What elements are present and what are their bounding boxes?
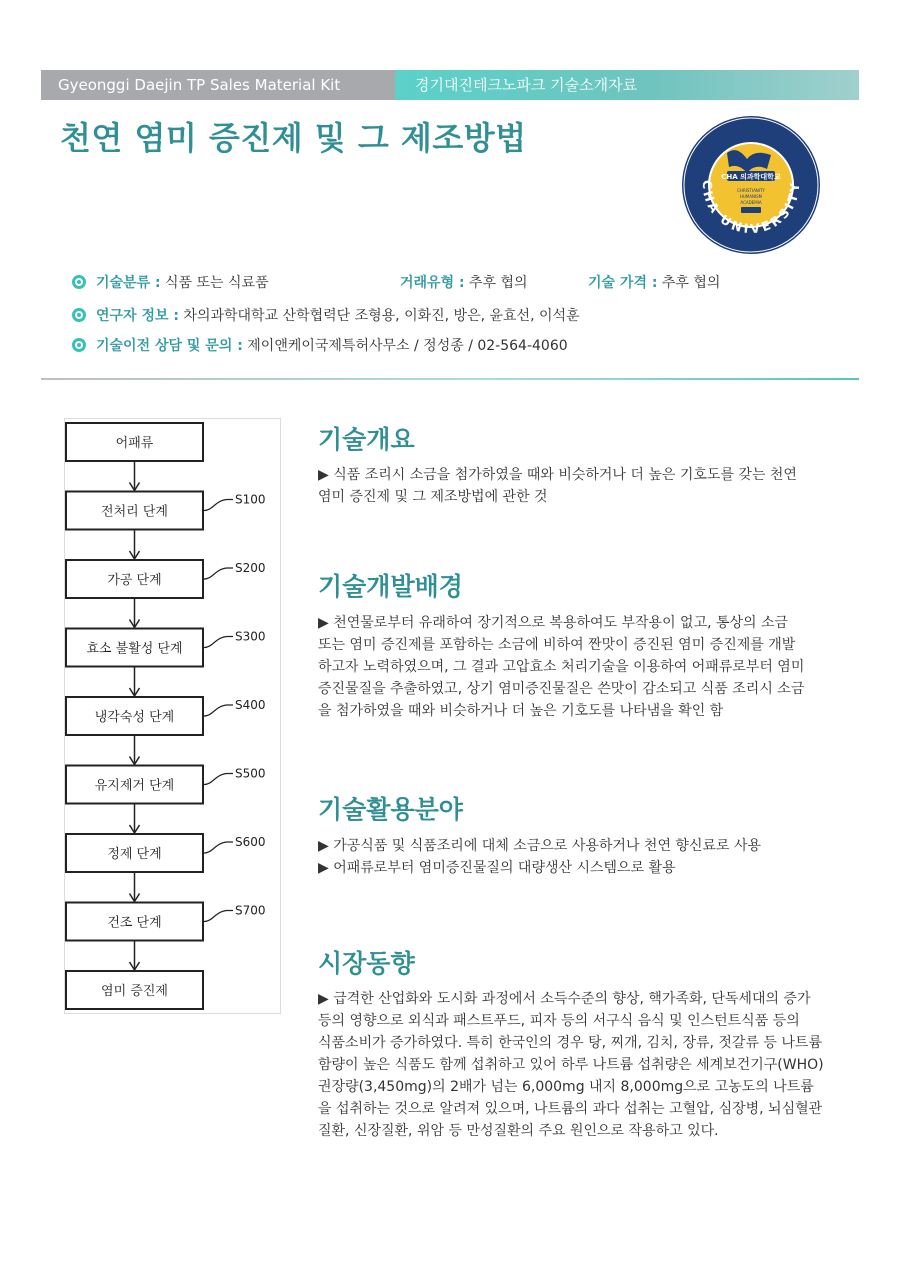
body-line: ▶ 어패류로부터 염미증진물질의 대량생산 시스템으로 활용 bbox=[318, 860, 676, 876]
header-bar bbox=[41, 70, 859, 100]
section-title-application: 기술활용분야 bbox=[318, 795, 463, 824]
flow-step-id: S200 bbox=[235, 561, 266, 575]
section-body-market bbox=[318, 988, 863, 1142]
target-bullet-icon bbox=[72, 275, 86, 289]
flow-step-label: 효소 불활성 단계 bbox=[86, 641, 183, 657]
flow-leader-line bbox=[204, 705, 233, 716]
body-line: ▶ 급격한 산업화와 도시화 과정에서 소득수준의 향상, 핵가족화, 단독세대의 증가 bbox=[318, 991, 811, 1007]
info-row-category bbox=[72, 272, 721, 292]
flow-leader-line bbox=[204, 637, 233, 648]
body-line: 염미 증진제 및 그 제조방법에 관한 것 bbox=[318, 489, 548, 505]
flow-step-label: 건조 단계 bbox=[107, 915, 162, 931]
flowchart-svg bbox=[65, 419, 280, 1013]
target-bullet-icon bbox=[72, 308, 86, 322]
price-value: 추후 협의 bbox=[661, 275, 721, 291]
flow-step-id: S400 bbox=[235, 698, 266, 712]
price-field bbox=[588, 272, 720, 292]
flow-step-label: 염미 증진제 bbox=[101, 984, 168, 999]
price-label: 기술 가격 : bbox=[588, 275, 658, 291]
flow-step-id: S100 bbox=[235, 492, 266, 507]
body-line: 등의 영향으로 외식과 패스트푸드, 피자 등의 서구식 음식 및 인스턴트식품 등의 bbox=[318, 1013, 800, 1029]
flow-leader-line bbox=[204, 568, 233, 579]
target-bullet-icon bbox=[72, 338, 86, 352]
logo-inner-name: CHA 의과학대학교 bbox=[721, 173, 781, 181]
body-line: ▶ 천연물로부터 유래하여 장기적으로 복용하여도 부작용이 없고, 통상의 소금 bbox=[318, 615, 789, 631]
section-body-background bbox=[318, 612, 863, 722]
body-line: 또는 염미 증진제를 포함하는 소금에 비하여 짠맛이 증진된 염미 증진제를 개발 bbox=[318, 637, 796, 653]
trade-value: 추후 협의 bbox=[469, 275, 528, 291]
svg-text:CHRISTIANITY: CHRISTIANITY bbox=[737, 188, 765, 193]
flow-step-label: 어패류 bbox=[115, 436, 154, 451]
section-title-market: 시장동향 bbox=[318, 949, 415, 978]
body-line: 함량이 높은 식품도 함께 섭취하고 있어 하루 나트륨 섭취량은 세계보건기구(WHO) bbox=[318, 1057, 824, 1073]
flow-leader-line bbox=[204, 500, 233, 511]
flow-step-label: 전처리 단계 bbox=[101, 504, 168, 520]
body-line: 질환, 신장질환, 위암 등 만성질환의 주요 원인으로 작용하고 있다. bbox=[318, 1123, 719, 1139]
header-left-title: Gyeonggi Daejin TP Sales Material Kit bbox=[41, 70, 395, 100]
flow-step-id: S500 bbox=[235, 766, 266, 781]
flow-leader-line bbox=[204, 842, 233, 853]
header-right-title: 경기대진테크노파크 기술소개자료 bbox=[395, 70, 859, 100]
contact-value: 제이앤케이국제특허사무소 / 정성종 / 02-564-4060 bbox=[247, 338, 568, 354]
flow-step-id: S300 bbox=[235, 629, 266, 644]
flow-leader-line bbox=[204, 774, 233, 785]
trade-label: 거래유형 : bbox=[400, 275, 465, 291]
process-flowchart bbox=[64, 418, 281, 1014]
contact-label: 기술이전 상담 및 문의 : bbox=[96, 338, 243, 354]
section-title-overview: 기술개요 bbox=[318, 425, 415, 454]
body-line: 식품소비가 증가하였다. 특히 한국인의 경우 탕, 찌개, 김치, 장류, 젓갈류 등 나트륨 bbox=[318, 1035, 822, 1051]
body-line: 을 첨가하였을 때와 비슷하거나 더 높은 기호도를 나타냄을 확인 함 bbox=[318, 703, 724, 719]
flow-step-label: 정제 단계 bbox=[107, 847, 162, 862]
body-line: 하고자 노력하였으며, 그 결과 고압효소 처리기술을 이용하여 어패류로부터 염미 bbox=[318, 659, 805, 675]
section-title-background: 기술개발배경 bbox=[318, 572, 463, 601]
page-title: 천연 염미 증진제 및 그 제조방법 bbox=[60, 119, 527, 157]
flow-step-label: 가공 단계 bbox=[107, 573, 162, 588]
section-body-application bbox=[318, 835, 863, 879]
divider bbox=[41, 378, 859, 380]
body-line: 증진물질을 추출하였고, 상기 염미증진물질은 쓴맛이 감소되고 식품 조리시 소금 bbox=[318, 681, 805, 697]
flow-step-id: S600 bbox=[235, 835, 266, 849]
flow-leader-line bbox=[204, 911, 233, 922]
researcher-value: 차의과학대학교 산학협력단 조형용, 이화진, 방은, 윤효선, 이석훈 bbox=[183, 308, 580, 324]
info-row-contact bbox=[72, 335, 568, 355]
svg-text:ACADEMIA: ACADEMIA bbox=[740, 200, 762, 205]
section-body-overview bbox=[318, 464, 863, 508]
logo-band-text: CHA UNIVERSITY bbox=[699, 179, 803, 237]
flow-step-label: 냉각숙성 단계 bbox=[94, 710, 175, 725]
category-value: 식품 또는 식료품 bbox=[165, 275, 269, 291]
info-row-researcher bbox=[72, 305, 580, 325]
body-line: ▶ 가공식품 및 식품조리에 대체 소금으로 사용하거나 천연 향신료로 사용 bbox=[318, 838, 762, 854]
body-line: ▶ 식품 조리시 소금을 첨가하였을 때와 비슷하거나 더 높은 기호도를 갖는 천연 bbox=[318, 467, 797, 483]
researcher-label: 연구자 정보 : bbox=[96, 308, 179, 324]
svg-text:HUMANISM: HUMANISM bbox=[739, 194, 763, 199]
university-logo bbox=[681, 115, 821, 255]
category-label: 기술분류 : bbox=[96, 275, 161, 291]
flow-step-id: S700 bbox=[235, 903, 266, 918]
flow-step-label: 유지제거 단계 bbox=[94, 778, 175, 794]
body-line: 을 섭취하는 것으로 알려져 있으며, 나트륨의 과다 섭취는 고혈압, 심장병, 뇌심혈관 bbox=[318, 1101, 823, 1117]
trade-field bbox=[400, 272, 528, 292]
body-line: 권장량(3,450mg)의 2배가 넘는 6,000mg 내지 8,000mg으로 고농도의 나트륨 bbox=[318, 1079, 814, 1095]
